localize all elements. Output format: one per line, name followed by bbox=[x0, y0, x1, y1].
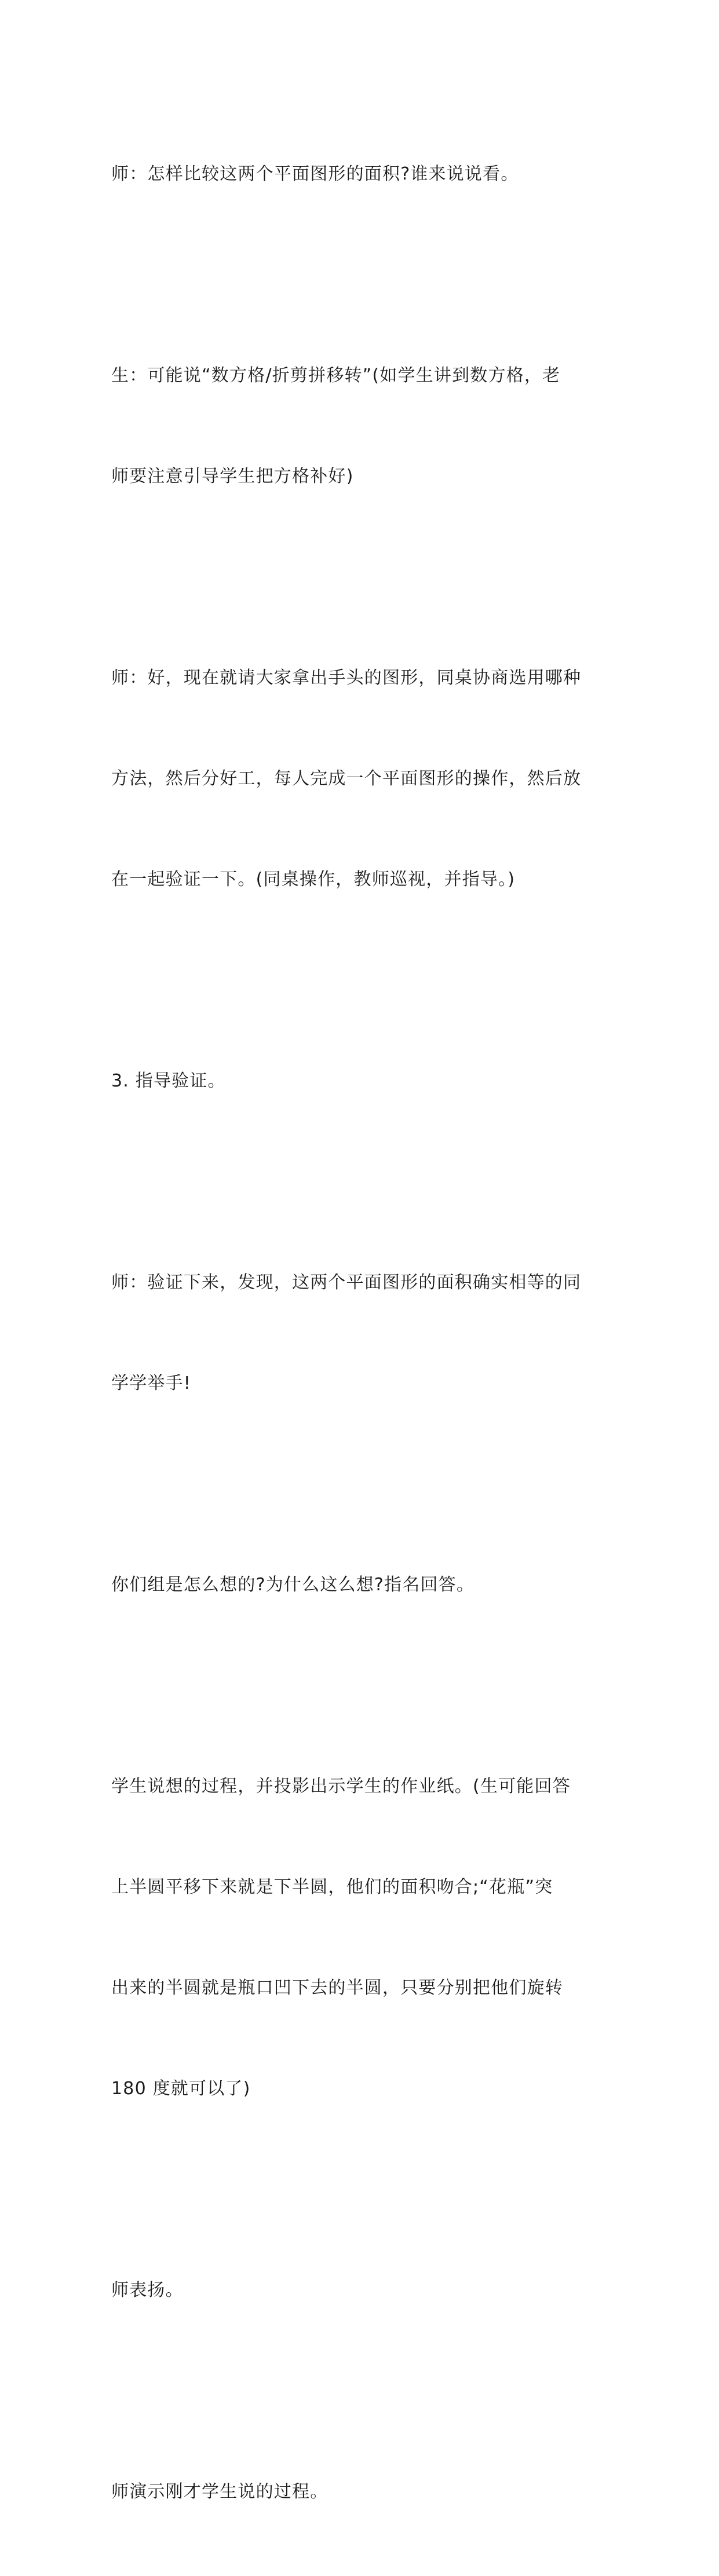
text-line: 学学举手! bbox=[111, 1373, 192, 1393]
text-line: 学生说想的过程，并投影出示学生的作业纸。(生可能回答 bbox=[111, 1776, 571, 1796]
text-line: 生：可能说“数方格/折剪拼移转”(如学生讲到数方格，老 bbox=[111, 365, 561, 386]
paragraph-teacher-demo bbox=[111, 2408, 613, 2576]
text-line: 师：验证下来，发现，这两个平面图形的面积确实相等的同 bbox=[111, 1272, 582, 1293]
text-line: 出来的半圆就是瓶口凹下去的半圆，只要分别把他们旋转 bbox=[111, 1978, 563, 1998]
text-line: 上半圆平移下来就是下半圆，他们的面积吻合;“花瓶”突 bbox=[111, 1877, 553, 1897]
text-line: 师：好，现在就请大家拿出手头的图形，同桌协商选用哪种 bbox=[111, 668, 582, 688]
paragraph-teacher-praise bbox=[111, 2207, 613, 2374]
text-line: 在一起验证一下。(同桌操作，教师巡视，并指导。) bbox=[111, 869, 516, 890]
text-line: 180 度就可以了) bbox=[111, 2079, 251, 2099]
text-line: 3. 指导验证。 bbox=[111, 1071, 226, 1091]
text-line: 师演示刚才学生说的过程。 bbox=[111, 2482, 329, 2502]
text-line: 方法，然后分好工，每人完成一个平面图形的操作，然后放 bbox=[111, 769, 582, 789]
paragraph-teacher-question bbox=[111, 90, 613, 258]
section-heading-guided-verification bbox=[111, 997, 613, 1165]
paragraph-teacher-instruction bbox=[111, 594, 613, 964]
paragraph-teacher-verification bbox=[111, 1199, 613, 1468]
text-line: 师：怎样比较这两个平面图形的面积?谁来说说看。 bbox=[111, 164, 519, 184]
text-line: 师表扬。 bbox=[111, 2280, 184, 2300]
document-body bbox=[111, 90, 613, 2576]
text-line: 师要注意引导学生把方格补好) bbox=[111, 466, 354, 486]
text-line: 你们组是怎么想的?为什么这么想?指名回答。 bbox=[111, 1575, 475, 1595]
paragraph-student-answer bbox=[111, 292, 613, 561]
paragraph-student-process bbox=[111, 1703, 613, 2173]
paragraph-group-question bbox=[111, 1501, 613, 1669]
